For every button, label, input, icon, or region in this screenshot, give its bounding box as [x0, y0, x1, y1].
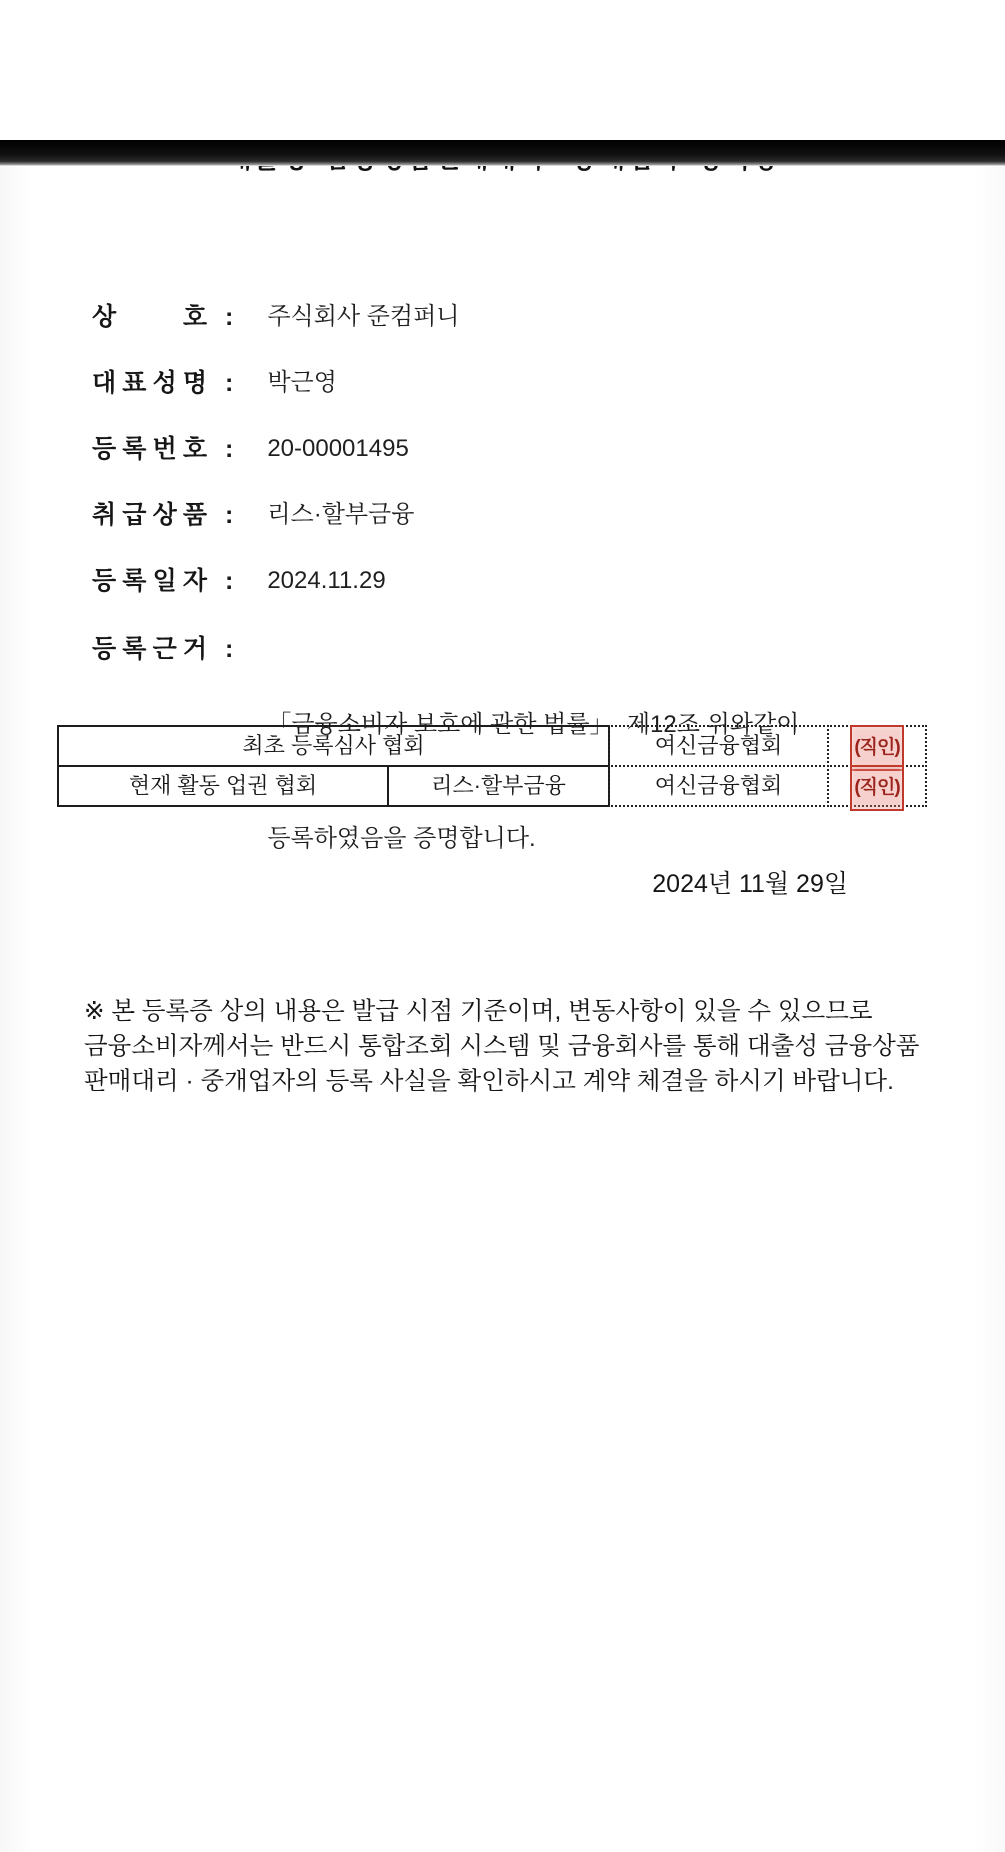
field-label-ceo: 대 표 성 명 [92, 369, 207, 397]
field-row-company [92, 300, 1005, 334]
field-value-ceo: 박근영 [267, 369, 337, 396]
table-cell-association-name-row2: 여신금융협회 [608, 765, 829, 807]
field-label-registration-date: 등 록 일 자 [92, 567, 207, 595]
field-row-registration-date [92, 564, 1005, 598]
field-colon: : [225, 501, 234, 529]
field-colon: : [225, 635, 234, 663]
field-row-ceo [92, 366, 1005, 400]
field-label-company: 상 호 [92, 303, 207, 331]
issue-date: 2024년 11월 29일 [652, 870, 848, 898]
field-colon: : [225, 435, 234, 463]
association-table [57, 725, 927, 807]
table-cell-current-sector-association: 현재 활동 업권 협회 [57, 765, 389, 807]
table-cell-initial-review-association: 최초 등록심사 협회 [57, 725, 610, 767]
registration-basis-line2: 등록하였음을 증명합니다. [267, 825, 536, 852]
scan-top-edge-bar [0, 140, 1005, 166]
field-row-products [92, 498, 1005, 532]
table-cell-seal-row2 [827, 765, 927, 807]
official-seal-stamp: (직인) [850, 765, 904, 811]
field-value-registration-number: 20-00001495 [267, 435, 409, 462]
field-label-registration-number: 등 록 번 호 [92, 435, 207, 463]
official-seal-stamp: (직인) [850, 725, 904, 771]
table-cell-seal-row1 [827, 725, 927, 767]
field-colon: : [225, 369, 234, 397]
notice-text: ※ 본 등록증 상의 내용은 발급 시점 기준이며, 변동사항이 있을 수 있으므로 금융소비자께서는 반드시 통합조회 시스템 및 금융회사를 통해 대출성 금융상품 판매대리 · 중개업자의 등록 사실을 확인하시고 계약 체결을 하시기 바랍니다. [84, 998, 920, 1095]
table-cell-current-sector-product: 리스·할부금융 [387, 765, 610, 807]
field-value-company: 주식회사 준컴퍼니 [267, 303, 460, 330]
field-colon: : [225, 303, 234, 331]
field-row-registration-number [92, 432, 1005, 466]
field-label-registration-basis: 등 록 근 거 [92, 635, 207, 663]
table-cell-association-name-row1: 여신금융협회 [608, 725, 829, 767]
field-value-registration-date: 2024.11.29 [267, 567, 386, 594]
field-label-products: 취 급 상 품 [92, 501, 207, 529]
field-colon: : [225, 567, 234, 595]
registration-basis-line1: 「금융소비자 보호에 관한 법률」 제12조 위와같이 [267, 711, 800, 738]
field-value-products: 리스·할부금융 [267, 501, 415, 528]
